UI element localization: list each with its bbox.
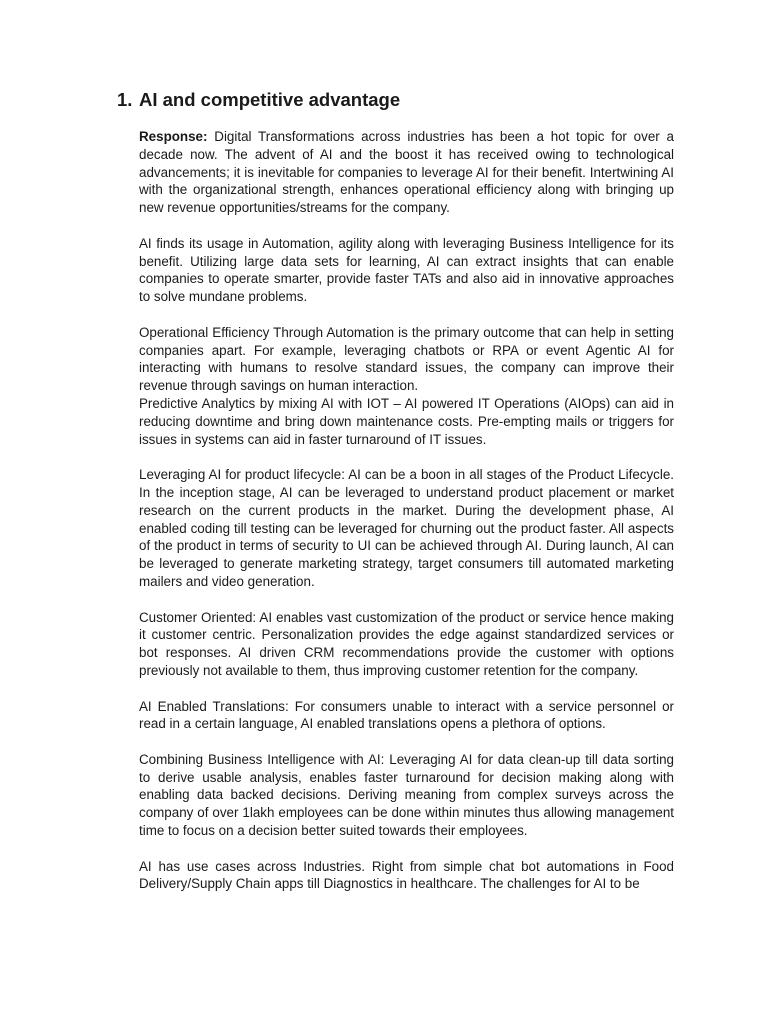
paragraph-business-intelligence: Combining Business Intelligence with AI: Leveraging AI for data clean-up till data sorting to derive usable analysis, enables faster turnaround for decision making along with enabling data backed decisions. Deriving meaning from complex surveys across the company of over 1lakh employees can be done within minutes thus allowing management time to focus on a decision better suited towards their employees. (139, 751, 674, 839)
section-title: AI and competitive advantage (139, 89, 401, 110)
paragraph-product-lifecycle: Leveraging AI for product lifecycle: AI can be a boon in all stages of the Product Lifecycle. In the inception stage, AI can be leveraged to understand product placement or market research on the current products in the market. During the development phase, AI enabled coding till testing can be leveraged for churning out the product faster. All aspects of the product in terms of security to UI can be achieved through AI. During launch, AI can be leveraged to generate marketing strategy, target consumers till automated marketing mailers and video generation. (139, 467, 674, 589)
paragraph-operational-efficiency: Operational Efficiency Through Automation is the primary outcome that can help in setting companies apart. For example, leveraging chatbots or RPA or event Agentic AI for interacting with humans to resolve standard issues, the company can improve their revenue through savings on human interaction. (139, 324, 674, 394)
paragraph-use-cases: AI has use cases across Industries. Right from simple chat bot automations in Food Delivery/Supply Chain apps till Diagnostics in healthcare. The challenges for AI to be (139, 858, 674, 892)
paragraph-translations: AI Enabled Translations: For consumers unable to interact with a service personnel or read in a certain language, AI enabled translations opens a plethora of options. (139, 698, 674, 732)
section-heading (117, 88, 400, 112)
paragraph-ai-usage: AI finds its usage in Automation, agility along with leveraging Business Intelligence for its benefit. Utilizing large data sets for learning, AI can extract insights that can enable companies to operate smarter, provide faster TATs and also aid in innovative approaches to solve mundane problems. (139, 235, 674, 305)
paragraph-predictive-analytics: Predictive Analytics by mixing AI with IOT – AI powered IT Operations (AIOps) can aid in reducing downtime and bring down maintenance costs. Pre-empting mails or triggers for issues in systems can aid in faster turnaround of IT issues. (139, 395, 674, 447)
document-body (139, 128, 674, 911)
paragraph-response (139, 128, 674, 217)
section-number: 1. (117, 89, 133, 110)
paragraph-customer-oriented: Customer Oriented: AI enables vast customization of the product or service hence making it customer centric. Personalization provides the edge against standardized services or bot responses. AI driven CRM recommendations provide the customer with options previously not available to them, thus improving customer retention for the company. (139, 609, 674, 678)
paragraph-text: Digital Transformations across industries has been a hot topic for over a decade now. The advent of AI and the boost it has received owing to technological advancements; it is inevitable for companies to leverage AI for their benefit. Intertwining AI with the organizational strength, enhances operational efficiency along with bringing up new revenue opportunities/streams for the company. (139, 129, 674, 216)
response-label: Response: (139, 129, 208, 144)
